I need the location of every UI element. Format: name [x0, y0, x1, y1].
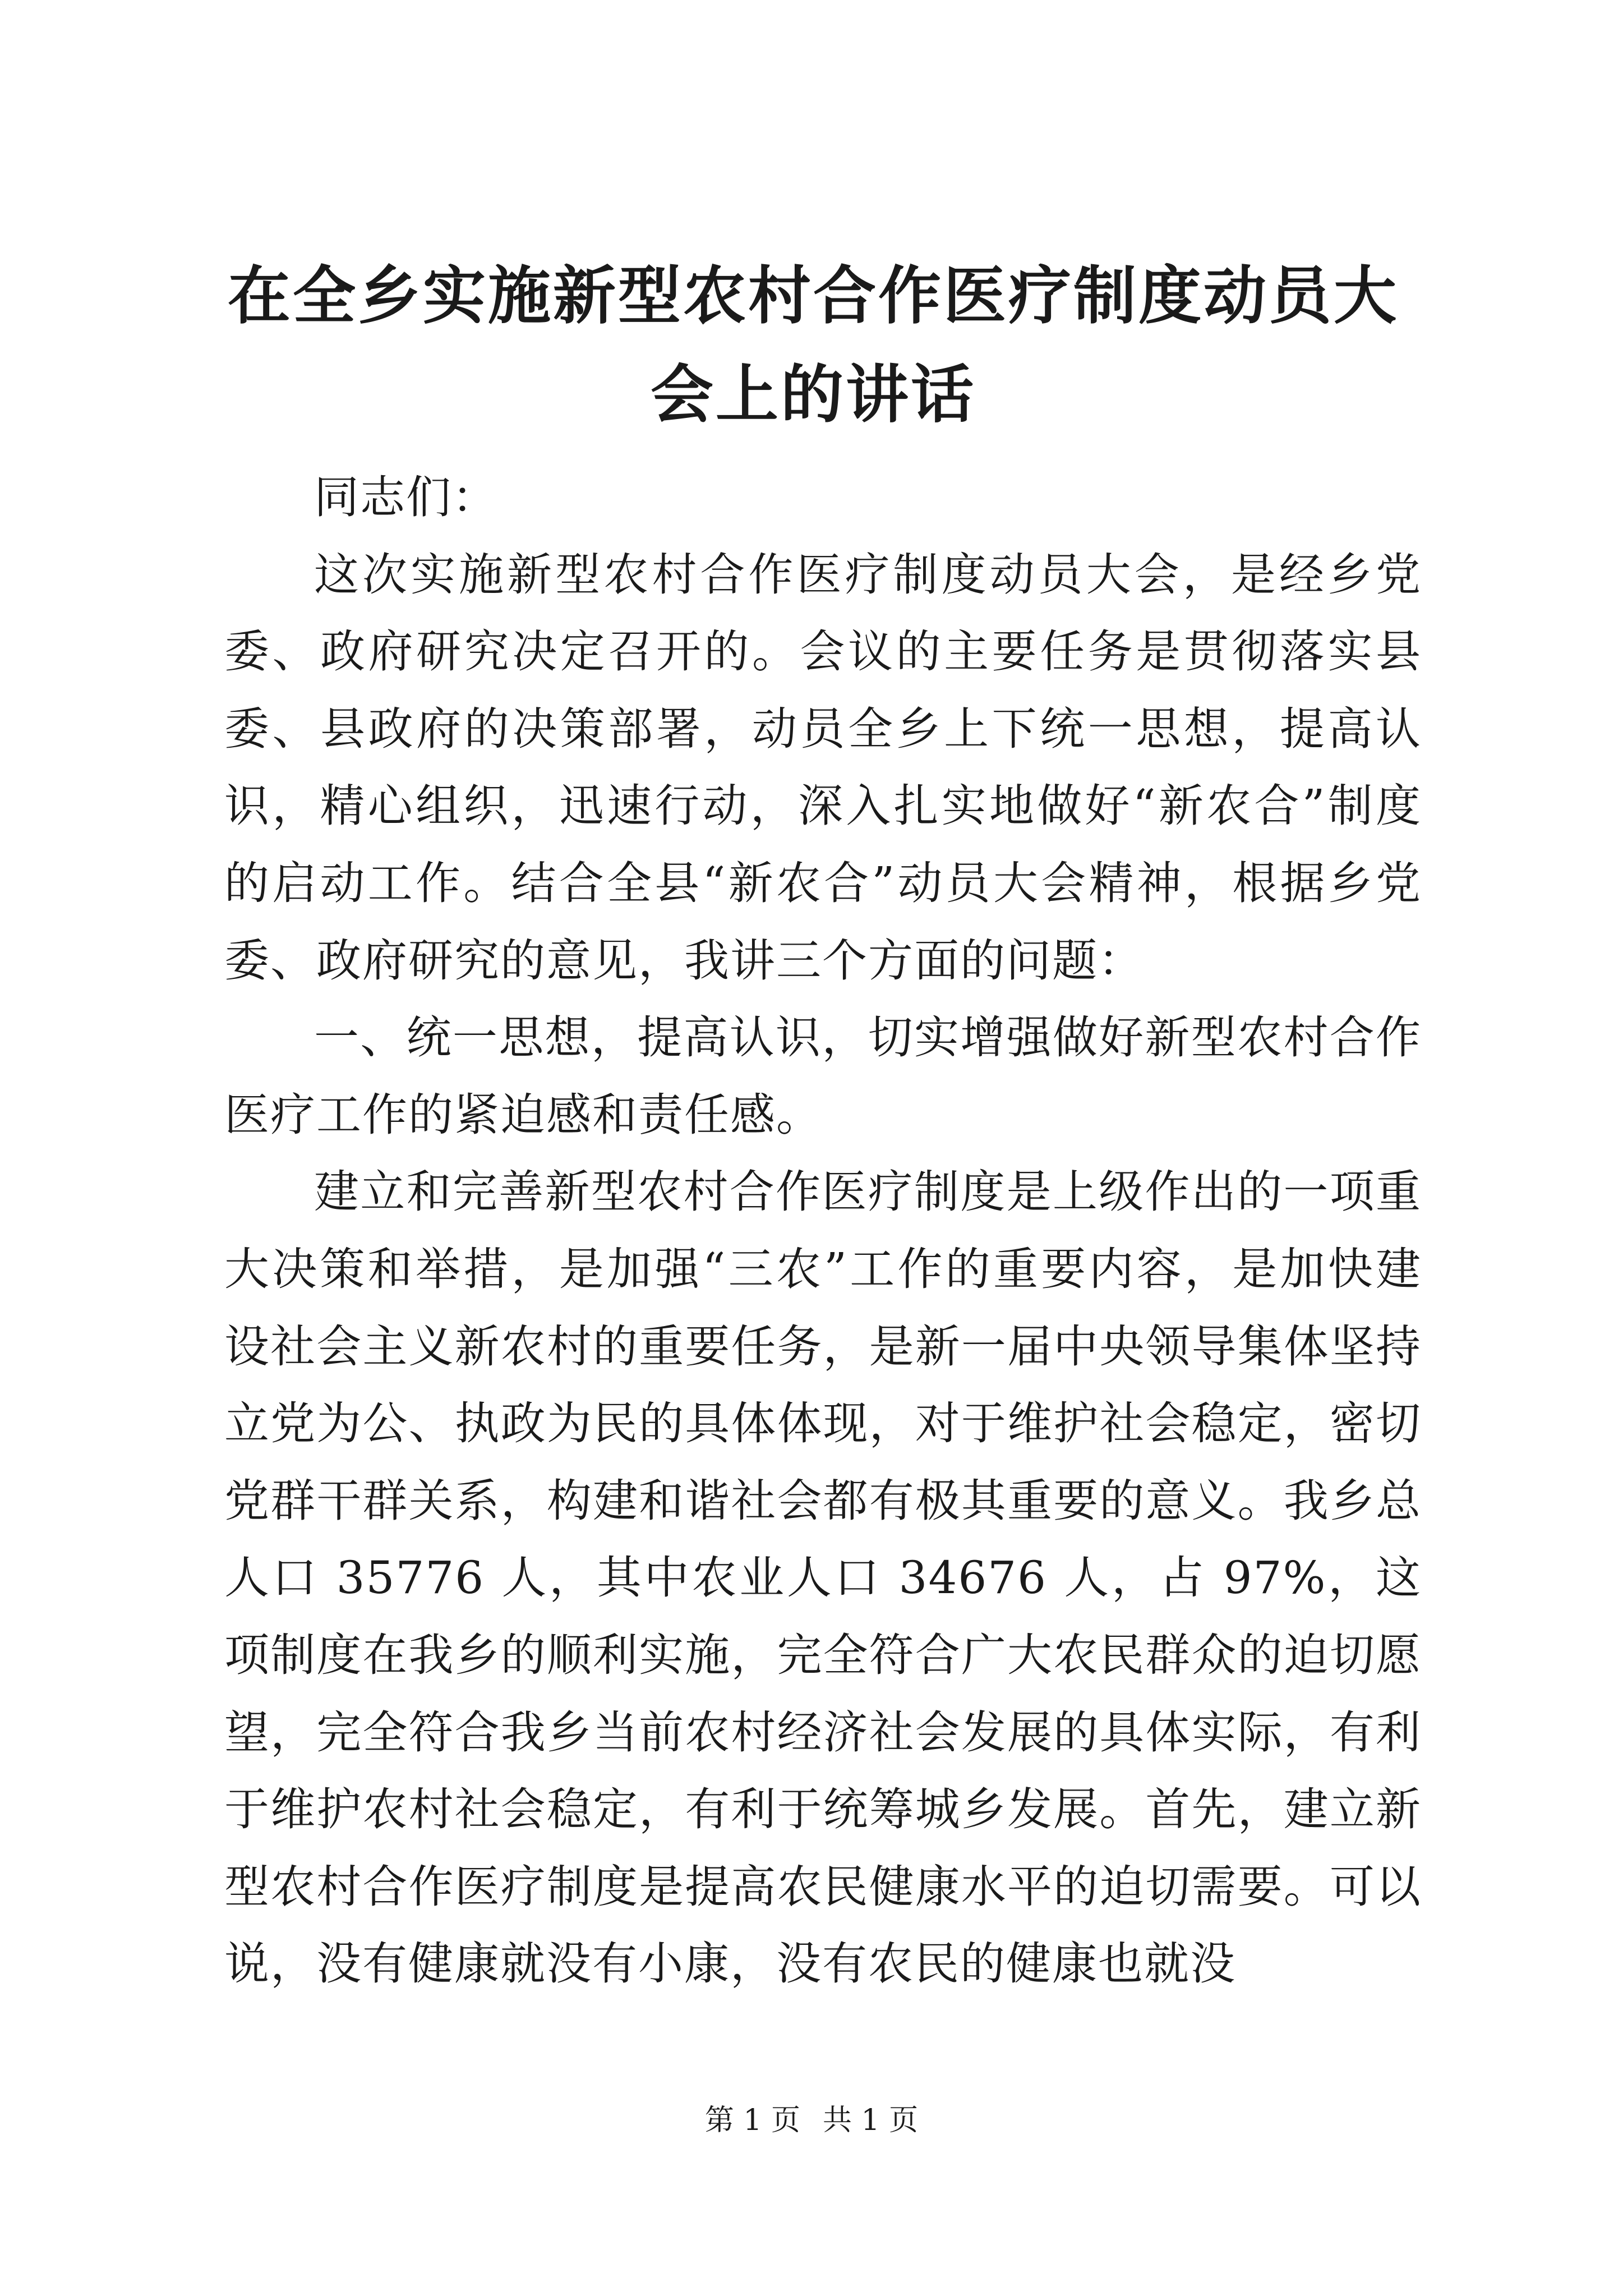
document-body — [224, 459, 1422, 2003]
section-heading-paragraph: 一、统一思想，提高认识，切实增强做好新型农村合作医疗工作的紧迫感和责任感。 — [224, 1011, 1422, 1141]
page-total: 共 1 页 — [823, 2104, 919, 2137]
page-number: 第 1 页 — [704, 2104, 800, 2137]
intro-paragraph: 这次实施新型农村合作医疗制度动员大会，是经乡党委、政府研究决定召开的。会议的主要任务是贯彻落实县委、县政府的决策部署，动员全乡上下统一思想，提高认识，精心组织，迅速行动，深入扎实地做好“新农合”制度的启动工作。结合全县“新农合”动员大会精神，根据乡党委、政府研究的意见，我讲三个方面的问题： — [224, 548, 1422, 987]
document-title: 在全乡实施新型农村合作医疗制度动员大会上的讲话 — [228, 259, 1399, 431]
page-footer — [0, 2101, 1623, 2140]
body-paragraph: 建立和完善新型农村合作医疗制度是上级作出的一项重大决策和举措，是加强“三农”工作的重要内容，是加快建设社会主义新农村的重要任务，是新一届中央领导集体坚持立党为公、执政为民的具体体现，对于维护社会稳定，密切党群干群关系，构建和谐社会都有极其重要的意义。我乡总人口 35776 人，其中农业人口 34676 人，占 97%，这项制度在我乡的顺利实施，完全符合广大农民群众的迫切愿望，完全符合我乡当前农村经济社会发展的具体实际，有利于维护农村社会稳定，有利于统筹城乡发展。首先，建立新型农村合作医疗制度是提高农民健康水平的迫切需要。可以说，没有健康就没有小康，没有农民的健康也就没 — [224, 1166, 1422, 1990]
salutation-paragraph: 同志们： — [314, 471, 498, 523]
